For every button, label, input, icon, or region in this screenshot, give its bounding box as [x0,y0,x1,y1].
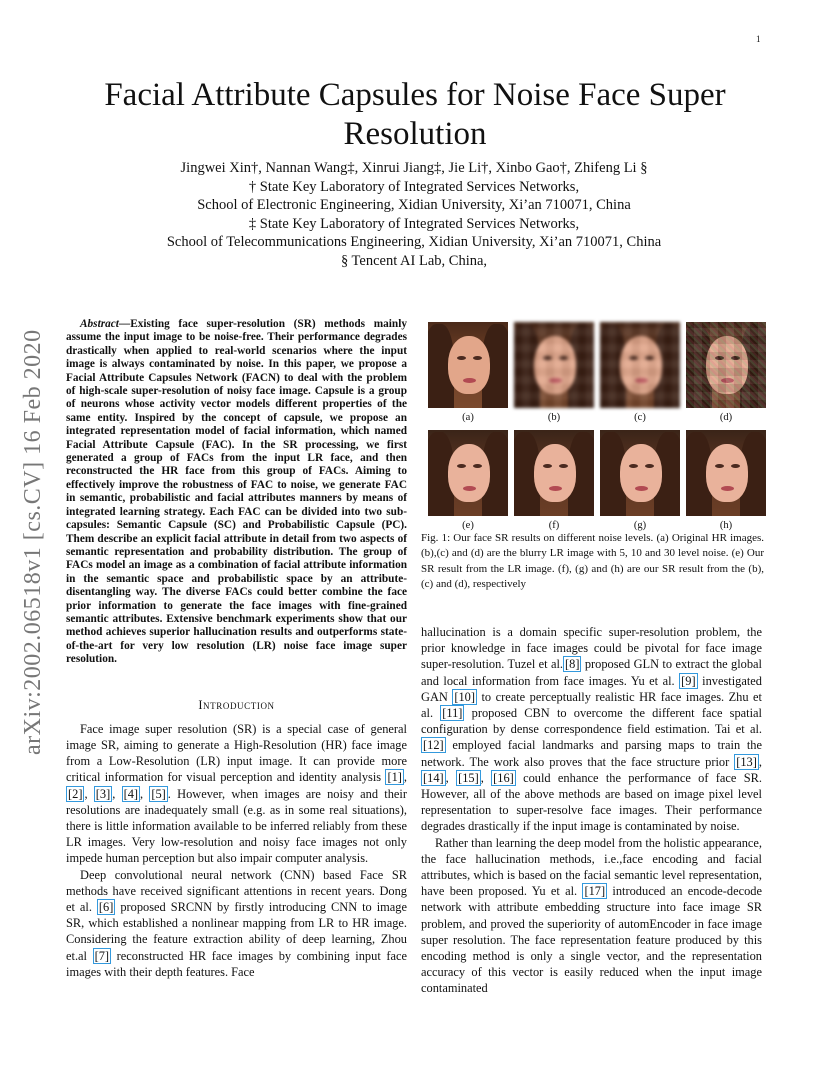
abstract-text: —Existing face super-resolution (SR) methods mainly assume the input image to be noise-free. Their performance degrades drastically when applied to real-world scenarios where the input image is always contaminated by noise. In this paper, we propose a Facial Attribute Capsules Network (FACN) to deal with the problem of high-scale super-resolution of noisy face image. Capsule is a group of neurons whose activity vector models different properties of the same entity. Inspired by the concept of capsule, we propose an integrated representation model of facial information, which named Facial Attribute Capsule (FAC). In the SR processing, we first generated a group of FACs from the input LR face, and then reconstructed the HR face from this group of FACs. Aiming to effectively improve the robustness of FAC to noise, we generate FAC in semantic, probabilistic and facial attributes manners by means of integrated learning strategy. Each FAC can be divided into two sub-capsules: Semantic Capsule (SC) and Probabilistic Capsule (PC). Them describe an explicit facial attribute in detail from two aspects of semantic representation and probability distribution. The group of FACs model an image as a combination of facial attribute information in the semantic space and probabilistic space by an attribute-disentangling way. The diverse FACs could better combine the face prior information to generate the face images with fine-grained semantic attributes. Extensive benchmark experiments show that our method achieves superior hallucination results and outperforms state-of-the-art for very low resolution (LR) noise face image super resolution. [66,318,407,666]
affiliation-line: School of Electronic Engineering, Xidian University, Xi’an 710071, China [197,197,631,213]
subfigure-label: (h) [719,520,733,531]
abstract-label: Abstract [80,318,119,330]
figure-caption: Fig. 1: Our face SR results on different noise levels. (a) Original HR images. (b),(c) and (d) are the blurry LR image with 5, 10 and 30 level noise. (e) Our SR result from the LR image. (f), (g) and (h) are our SR result from the (b),(c) and (d), respectively [421,532,764,590]
face-image-f [514,430,594,516]
citation-link[interactable]: [2] [68,786,83,801]
affiliation-line: † State Key Laboratory of Integrated Services Networks, [248,178,580,195]
text-run: , [84,786,94,801]
face-row-input [428,322,766,408]
right-paragraph-1 [421,624,762,835]
citation-link[interactable]: [8] [565,657,580,672]
face-image-c [600,322,680,408]
citation-link[interactable]: [13] [736,754,757,769]
face-image-b [514,322,594,408]
affiliation-line: School of Telecommunications Engineering, Xidian University, Xi’an 710071, China [166,234,662,250]
citation-link[interactable]: [1] [387,770,402,785]
citation-link[interactable]: [15] [458,770,479,785]
face-image-e [428,430,508,516]
text-run: Rather than learning the deep model from the holistic appearance, the face hallucination methods, i.e.,face encoding and facial attributes, which is based on the facial semantic level representation, have been proposed. Yu et al. [421,835,762,899]
text-run: , [403,770,407,785]
figure-1 [428,322,766,538]
text-run: , [480,770,492,785]
text-run: to create perceptually realistic HR face images. Zhu et al. [421,689,762,721]
paper-title: Facial Attribute Capsules for Noise Face Super Resolution [104,77,726,152]
subfigure-label: (a) [462,412,474,423]
text-run: proposed SRCNN by firstly introducing CNN to image SR, which established a nonlinear mapping from LR to HR image. Considering the feature extraction ability of deep learning, Zhou et.al [66,900,407,963]
text-run: employed facial landmarks and parsing maps to train the network. The work also proves that the face structure prior [421,738,762,769]
face-image-d [686,322,766,408]
face-image-h [686,430,766,516]
text-run: introduced an encode-decode network with attribute embedding structure into face image SR problem, and proved the superiority of automEncoder in face image super resolution. The face representation feature produced by this encoding method is only a single vector, and the representation accuracy of this vector is easily reduced when the input image contaminated [421,884,762,996]
citation-link[interactable]: [6] [98,900,114,914]
subfigure-label: (b) [547,412,561,423]
citation-link[interactable]: [11] [442,706,463,721]
face-image-a [428,322,508,408]
text-run: reconstructed HR face images by combining input face images with their depth features. Face [66,948,407,979]
text-run: , [758,754,762,769]
citation-link[interactable]: [3] [95,786,111,801]
citation-link[interactable]: [16] [493,770,514,785]
subfigure-label: (f) [548,520,560,531]
text-run: , [445,770,457,785]
subfigure-label: (d) [719,412,733,423]
subfigure-label: (c) [634,412,646,423]
face-image-g [600,430,680,516]
right-paragraph-2 [421,835,762,997]
intro-paragraph-1 [66,721,407,867]
affiliation-line: ‡ State Key Laboratory of Integrated Services Networks, [248,215,580,232]
text-run: proposed CBN to overcome the different face spatial configuration by dense correspondence field estimation. Tai et al. [421,706,762,737]
subfigure-label: (g) [633,520,647,531]
citation-link[interactable]: [10] [454,689,475,704]
text-run: proposed GLN to extract the global and local information from face images. Yu et al. [421,657,762,688]
text-run: investigated GAN [421,673,762,704]
author-list: Jingwei Xin†, Nannan Wang‡, Xinrui Jiang‡, Jie Li†, Xinbo Gao†, Zhifeng Li § [180,160,648,176]
citation-link[interactable]: [7] [94,948,110,963]
citation-link[interactable]: [5] [151,786,166,801]
intro-paragraph-2 [66,867,407,980]
author-block [114,159,714,270]
introduction-heading: Introduction [198,697,275,712]
text-run: Face image super resolution (SR) is a special case of general image SR, aiming to generate a High-Resolution (HR) face image from a Low-Resolution (LR) input image. It can provide more critical information for visual perception and identity analysis [66,721,407,785]
left-column [66,318,407,980]
page-number: 1 [756,34,761,44]
affiliation-line: § Tencent AI Lab, China, [340,252,488,269]
abstract [66,318,407,667]
text-run: hallucination is a domain specific super-resolution problem, the prior knowledge in face images could be pivotal for face image super-resolution. Tuzel et al. [421,625,762,672]
face-row-output [428,430,766,516]
citation-link[interactable]: [12] [423,738,444,753]
citation-link[interactable]: [4] [123,786,139,801]
text-run: , [112,786,122,801]
text-run: could enhance the performance of face SR. However, all of the above methods are based on image pixel level representation to super-resolve face images. Their performance degrades drastically if the input image is contaminated by noise. [421,770,762,834]
citation-link[interactable]: [14] [423,770,444,785]
face-labels-top [428,408,766,430]
text-run: Deep convolutional neural network (CNN) based Face SR methods have received significant attentions in recent years. Dong et al. [66,867,407,914]
citation-link[interactable]: [9] [681,673,696,688]
text-run: . However, when images are noisy and their resolutions are inadequately small (e.g. as in some real situations), there is little information available to be inferred reliably from these LR images. Very low-resolution and noisy face images not only impede human perception but also impair computer analysis. [66,786,407,866]
arxiv-stamp[interactable]: arXiv:2002.06518v1 [cs.CV] 16 Feb 2020 [20,329,46,755]
right-column [421,624,762,997]
subfigure-label: (e) [462,520,474,531]
citation-link[interactable]: [17] [584,884,606,899]
text-run: , [140,786,150,801]
